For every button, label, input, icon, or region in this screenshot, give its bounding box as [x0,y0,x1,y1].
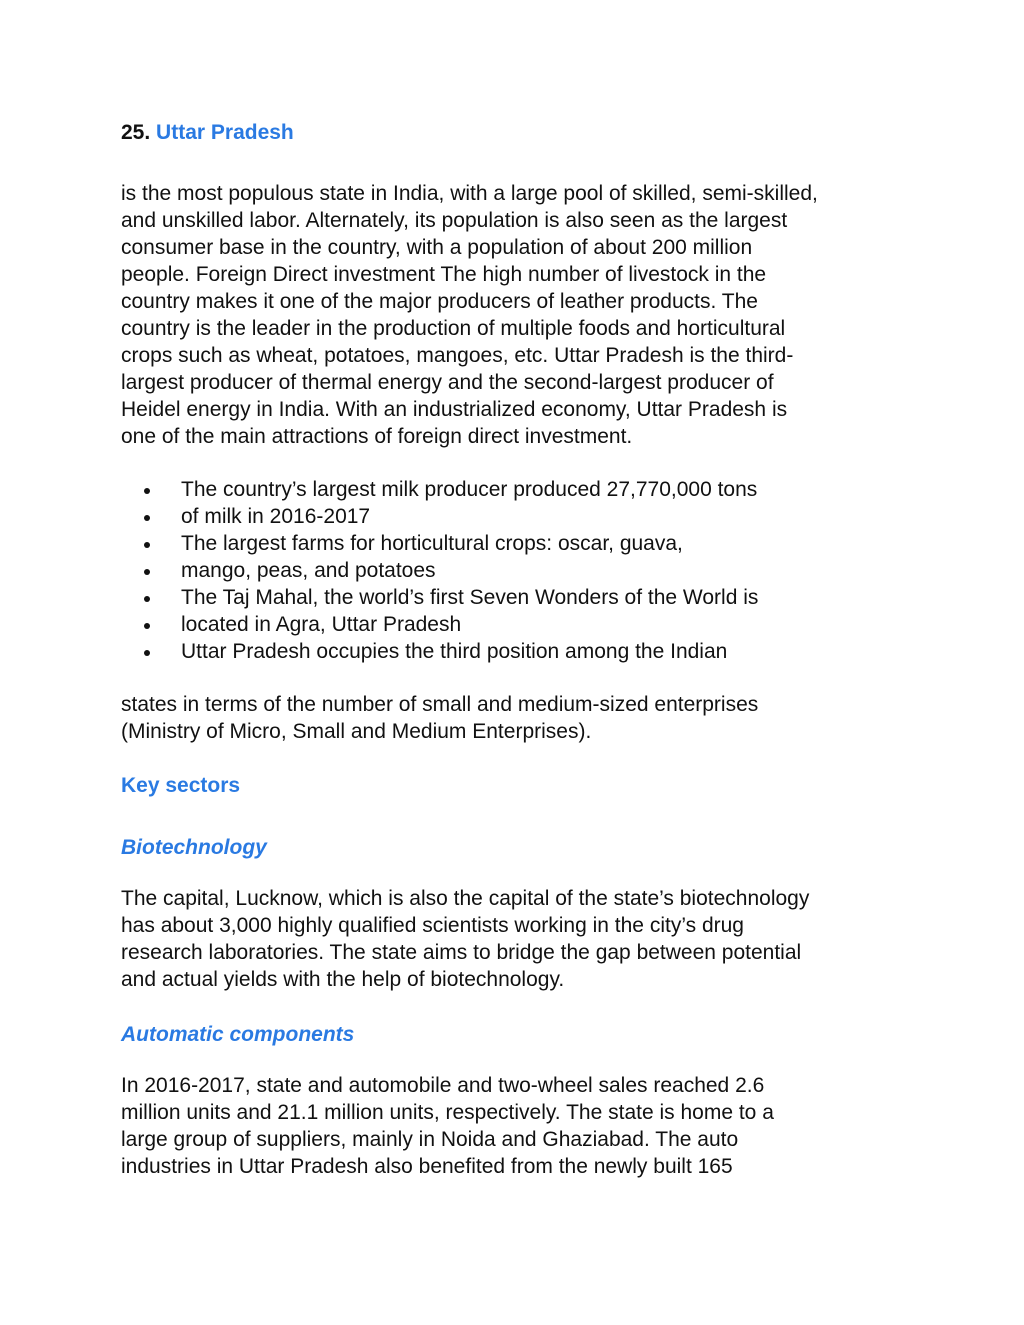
automatic-components-title: Automatic components [121,1023,355,1046]
list-item-text: The country’s largest milk producer produced 27,770,000 tons [181,478,758,501]
intro-line: largest producer of thermal energy and the second-largest producer of [121,371,774,394]
bullet-icon [144,596,150,602]
list-item-text: located in Agra, Uttar Pradesh [181,613,462,636]
section-heading [121,118,921,148]
bullet-icon [144,650,150,656]
list-item [121,611,921,638]
intro-line: one of the main attractions of foreign direct investment. [121,425,633,448]
paragraph-line: industries in Uttar Pradesh also benefited from the newly built 165 [121,1155,733,1178]
bullet-icon [144,488,150,494]
intro-paragraph [121,180,921,450]
intro-line: consumer base in the country, with a population of about 200 million [121,236,753,259]
paragraph-line: states in terms of the number of small and medium-sized enterprises [121,693,759,716]
intro-line: and unskilled labor. Alternately, its population is also seen as the largest [121,209,788,232]
bullet-icon [144,542,150,548]
bullet-icon [144,515,150,521]
biotech-paragraph [121,885,921,993]
bullet-icon [144,569,150,575]
intro-line: Heidel energy in India. With an industrialized economy, Uttar Pradesh is [121,398,788,421]
key-sectors-title: Key sectors [121,774,241,797]
paragraph-line: (Ministry of Micro, Small and Medium Enterprises). [121,720,592,743]
paragraph-line: has about 3,000 highly qualified scientists working in the city’s drug [121,914,744,937]
list-item [121,530,921,557]
paragraph-line: large group of suppliers, mainly in Noida and Ghaziabad. The auto [121,1128,739,1151]
intro-line: country makes it one of the major producers of leather products. The [121,290,758,313]
heading-title: Uttar Pradesh [156,121,294,144]
paragraph-line: The capital, Lucknow, which is also the capital of the state’s biotechnology [121,887,810,910]
heading-number: 25. [121,121,151,144]
list-item [121,557,921,584]
paragraph-line: In 2016-2017, state and automobile and two-wheel sales reached 2.6 [121,1074,765,1097]
paragraph-line: million units and 21.1 million units, respectively. The state is home to a [121,1101,774,1124]
intro-line: country is the leader in the production of multiple foods and horticultural [121,317,786,340]
list-item [121,503,921,530]
list-item-text: Uttar Pradesh occupies the third position among the Indian [181,640,728,663]
list-item [121,584,921,611]
document-page [121,118,921,1180]
list-item-text: The Taj Mahal, the world’s first Seven Wonders of the World is [181,586,759,609]
paragraph-line: research laboratories. The state aims to bridge the gap between potential [121,941,802,964]
biotech-title: Biotechnology [121,836,267,859]
intro-line: people. Foreign Direct investment The high number of livestock in the [121,263,767,286]
intro-line: is the most populous state in India, with a large pool of skilled, semi-skilled, [121,182,818,205]
paragraph-line: and actual yields with the help of biotechnology. [121,968,565,991]
intro-line: crops such as wheat, potatoes, mangoes, etc. Uttar Pradesh is the third- [121,344,794,367]
bullet-icon [144,623,150,629]
after-list-paragraph [121,691,921,745]
list-item [121,476,921,503]
list-item-text: mango, peas, and potatoes [181,559,436,582]
fact-list [121,476,921,665]
list-item-text: of milk in 2016-2017 [181,505,371,528]
list-item-text: The largest farms for horticultural crops: oscar, guava, [181,532,683,555]
automatic-components-paragraph [121,1072,921,1180]
list-item [121,638,921,665]
